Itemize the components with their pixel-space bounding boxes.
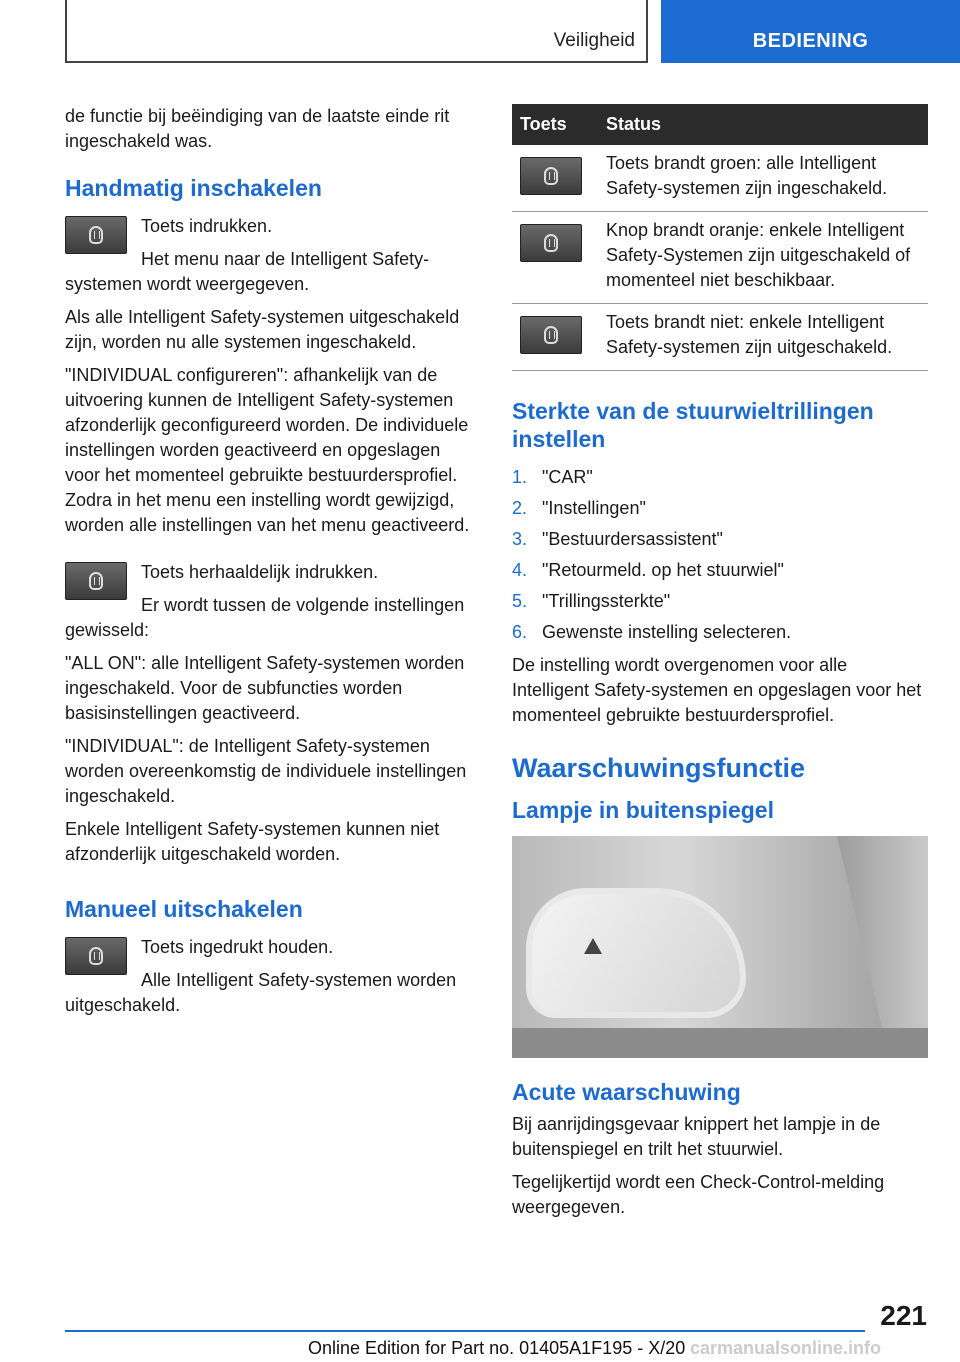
acute-text: Bij aanrijdingsgevaar knippert het lampje in de buitenspiegel en trilt het stuurwiel.	[512, 1114, 881, 1159]
safety-icon	[544, 326, 558, 344]
table-row	[512, 212, 928, 304]
section-title: Veiligheid	[553, 30, 635, 51]
chapter-tab	[661, 0, 960, 63]
a-pillar-shape	[798, 836, 928, 1058]
button-block-2	[65, 560, 480, 643]
footer-watermark: carmanualsonline.info	[690, 1338, 882, 1358]
safety-icon	[544, 167, 558, 185]
left-column	[65, 104, 480, 1026]
right-column	[512, 104, 928, 1228]
heading-lampje: Lampje in buitenspiegel	[512, 797, 774, 823]
list-item	[512, 589, 928, 614]
heading-sterkte: Sterkte van de stuurwieltrillingen instellen	[512, 398, 874, 452]
step-number: 5.	[512, 591, 528, 611]
table-row	[512, 145, 928, 212]
check-control-text: Tegelijkertijd wordt een Check-Control-melding weergegeven.	[512, 1172, 885, 1217]
list-item	[512, 527, 928, 552]
safety-button-image	[65, 216, 127, 254]
step-number: 4.	[512, 560, 528, 580]
list-item	[512, 558, 928, 583]
safety-button-image	[520, 224, 582, 262]
list-item	[512, 496, 928, 521]
all-off-text: Alle Intelligent Safety-systemen worden uitgeschakeld.	[65, 970, 457, 1015]
heading-waarschuwing: Waarschuwingsfunctie	[512, 753, 806, 783]
button-block-3	[65, 935, 480, 1018]
chapter-tab-label: BEDIENING	[752, 30, 869, 52]
step-number: 3.	[512, 529, 528, 549]
footer-divider	[65, 1330, 865, 1332]
safety-icon	[89, 226, 103, 244]
heading-handmatig: Handmatig inschakelen	[65, 175, 322, 201]
table-cell-status: Toets brandt groen: alle Intelligent Safety-systemen zijn ingeschakeld.	[598, 145, 928, 212]
safety-icon	[89, 947, 103, 965]
step-text: Gewenste instelling selecteren.	[542, 622, 792, 642]
safety-icon	[89, 572, 103, 590]
heading-acute: Acute waarschuwing	[512, 1079, 741, 1105]
table-header-status: Status	[598, 104, 928, 145]
safety-button-image	[520, 157, 582, 195]
table-header-toets: Toets	[512, 104, 598, 145]
table-cell-status: Toets brandt niet: enkele Intelligent Safety-systemen zijn uitgeschakeld.	[598, 304, 928, 371]
menu-text: Het menu naar de Intelligent Safety-systemen wordt weergegeven.	[65, 249, 430, 294]
step-text: "Trillingssterkte"	[542, 591, 671, 611]
table-cell-status: Knop brandt oranje: enkele Intelligent Safety-Systemen zijn uitgeschakeld of momenteel niet beschikbaar.	[598, 212, 928, 304]
table-row	[512, 304, 928, 371]
all-systems-text: Als alle Intelligent Safety-systemen uitgeschakeld zijn, worden nu alle systemen ingeschakeld.	[65, 307, 460, 352]
step-number: 2.	[512, 498, 528, 518]
some-systems-text: Enkele Intelligent Safety-systemen kunnen niet afzonderlijk uitgeschakeld worden.	[65, 819, 440, 864]
individual-mode-text: "INDIVIDUAL": de Intelligent Safety-systemen worden overeenkomstig de individuele instellingen ingeschakeld.	[65, 736, 467, 806]
all-on-text: "ALL ON": alle Intelligent Safety-systemen worden ingeschakeld. Voor de subfuncties worden basisinstellingen geactiveerd.	[65, 653, 465, 723]
individual-config-text: "INDIVIDUAL configureren": afhankelijk van de uitvoering kunnen de Intelligent Safety-systemen afzonderlijk geconfigureerd worden. De individuele instellingen worden geactiveerd en opgeslagen voor het momenteel gebruikte bestuurdersprofiel. Zodra in het menu een instelling wordt gewijzigd, worden alle instellingen van het menu geactiveerd.	[65, 365, 470, 535]
list-item	[512, 465, 928, 490]
mirror-illustration	[512, 836, 928, 1058]
press-text: Toets indrukken.	[141, 216, 273, 236]
table-header-row	[512, 104, 928, 145]
safety-button-image	[65, 937, 127, 975]
mirror-glass	[526, 888, 746, 1018]
step-text: "Retourmeld. op het stuurwiel"	[542, 560, 784, 580]
page-number: 221	[880, 1300, 927, 1331]
safety-button-image	[520, 316, 582, 354]
step-text: "Bestuurdersassistent"	[542, 529, 723, 549]
table-cell-icon	[512, 304, 598, 371]
step-number: 6.	[512, 622, 528, 642]
adopt-text: De instelling wordt overgenomen voor alle Intelligent Safety-systemen en opgeslagen voor het momenteel gebruikte bestuurdersprofiel.	[512, 655, 922, 725]
ground-shape	[512, 1028, 928, 1058]
switch-text: Er wordt tussen de volgende instellingen gewisseld:	[65, 595, 465, 640]
status-table	[512, 104, 928, 371]
table-cell-icon	[512, 212, 598, 304]
step-text: "Instellingen"	[542, 498, 646, 518]
button-block-1	[65, 214, 480, 297]
step-number: 1.	[512, 467, 528, 487]
table-cell-icon	[512, 145, 598, 212]
list-item	[512, 620, 928, 645]
warning-lamp-icon	[584, 938, 602, 954]
step-text: "CAR"	[542, 467, 593, 487]
safety-icon	[544, 234, 558, 252]
intro-text: de functie bij beëindiging van de laatste einde rit ingeschakeld was.	[65, 106, 450, 151]
footer-edition: Online Edition for Part no. 01405A1F195 - X/20	[308, 1338, 686, 1358]
hold-text: Toets ingedrukt houden.	[141, 937, 334, 957]
steps-list	[512, 465, 928, 645]
heading-manueel: Manueel uitschakelen	[65, 896, 303, 922]
press-repeat-text: Toets herhaaldelijk indrukken.	[141, 562, 379, 582]
safety-button-image	[65, 562, 127, 600]
